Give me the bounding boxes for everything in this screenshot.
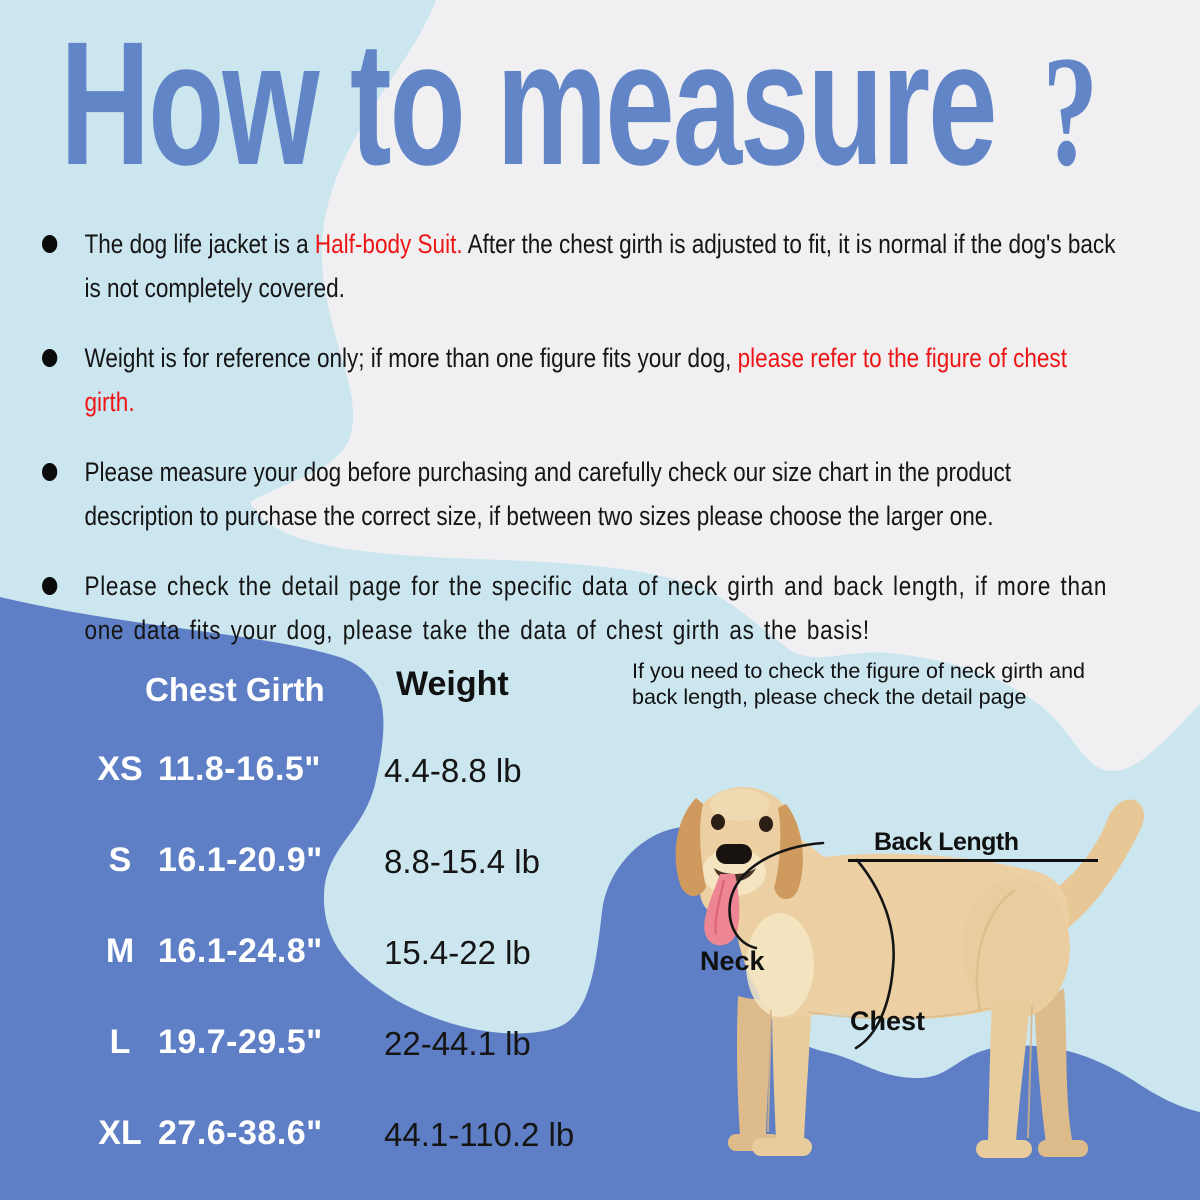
bullet-dot-icon <box>42 235 57 253</box>
weight-value: 44.1-110.2 lb <box>384 1116 575 1153</box>
chest-girth-value: 19.7-29.5" <box>158 1023 323 1061</box>
size-label: S <box>108 841 132 879</box>
size-label: L <box>109 1023 131 1061</box>
bullet-text: Please measure your dog before purchasing and carefully check our size chart in the product description to purchase the correct size, if between two sizes please choose the larger one. <box>84 457 1012 531</box>
dog-rear-near-paw <box>976 1140 1032 1158</box>
neck-girth-note: If you need to check the figure of neck girth and back length, please check the detail page <box>632 659 1085 709</box>
bullet-text: The dog life jacket is a Half-body Suit. After the chest girth is adjusted to fit, it is normal if the dog's back is not completely covered. <box>84 229 1116 303</box>
weight-value: 22-44.1 lb <box>384 1025 531 1062</box>
chest-girth-value: 11.8-16.5" <box>158 750 321 788</box>
bullet-text: Please check the detail page for the specific data of neck girth and back length, if more than one data fits your dog, please take the data of chest girth as the basis! <box>84 571 1108 645</box>
dog-nose <box>716 844 752 864</box>
highlighted-text: please refer to the figure of chest girth. <box>84 343 1067 417</box>
bullet-list <box>42 222 1122 678</box>
bullet-dot-icon <box>42 463 57 481</box>
highlighted-text: Half-body Suit. <box>314 229 463 259</box>
bullet-dot-icon <box>42 577 57 595</box>
dog-right-eye <box>759 816 773 832</box>
column-header-chest-girth: Chest Girth <box>145 671 325 708</box>
bullet-dot-icon <box>42 349 57 367</box>
size-label: M <box>105 932 135 970</box>
neck-label: Neck <box>700 946 765 976</box>
chest-girth-value: 16.1-24.8" <box>158 932 323 970</box>
dog-rear-near-leg <box>988 1000 1030 1142</box>
dog-rear-far-leg <box>1034 988 1072 1144</box>
size-label: XS <box>97 750 143 788</box>
list-item <box>42 564 1122 652</box>
column-header-weight: Weight <box>396 665 509 703</box>
chest-girth-value: 27.6-38.6" <box>158 1114 323 1152</box>
back-length-underline <box>848 859 1098 862</box>
back-length-label: Back Length <box>874 828 1019 856</box>
page-title <box>60 6 1099 202</box>
title-text: How to measure <box>60 6 996 202</box>
weight-value: 4.4-8.8 lb <box>384 752 522 789</box>
list-item <box>42 450 1122 538</box>
size-label: XL <box>98 1114 142 1152</box>
title-question-mark: ? <box>1042 24 1099 199</box>
dog-front-near-paw <box>752 1138 812 1156</box>
chest-girth-value: 16.1-20.9" <box>158 841 323 879</box>
dog-front-far-leg <box>737 996 772 1136</box>
bullet-text: Weight is for reference only; if more than one figure fits your dog, please refer to the figure of chest girth. <box>84 343 1067 417</box>
dog-left-eye <box>711 814 725 830</box>
chest-label: Chest <box>850 1006 926 1036</box>
list-item <box>42 336 1122 424</box>
list-item <box>42 222 1122 310</box>
weight-value: 15.4-22 lb <box>384 934 531 971</box>
dog-measurement-illustration <box>640 760 1200 1200</box>
dog-rear-far-paw <box>1038 1140 1088 1157</box>
weight-value: 8.8-15.4 lb <box>384 843 540 880</box>
